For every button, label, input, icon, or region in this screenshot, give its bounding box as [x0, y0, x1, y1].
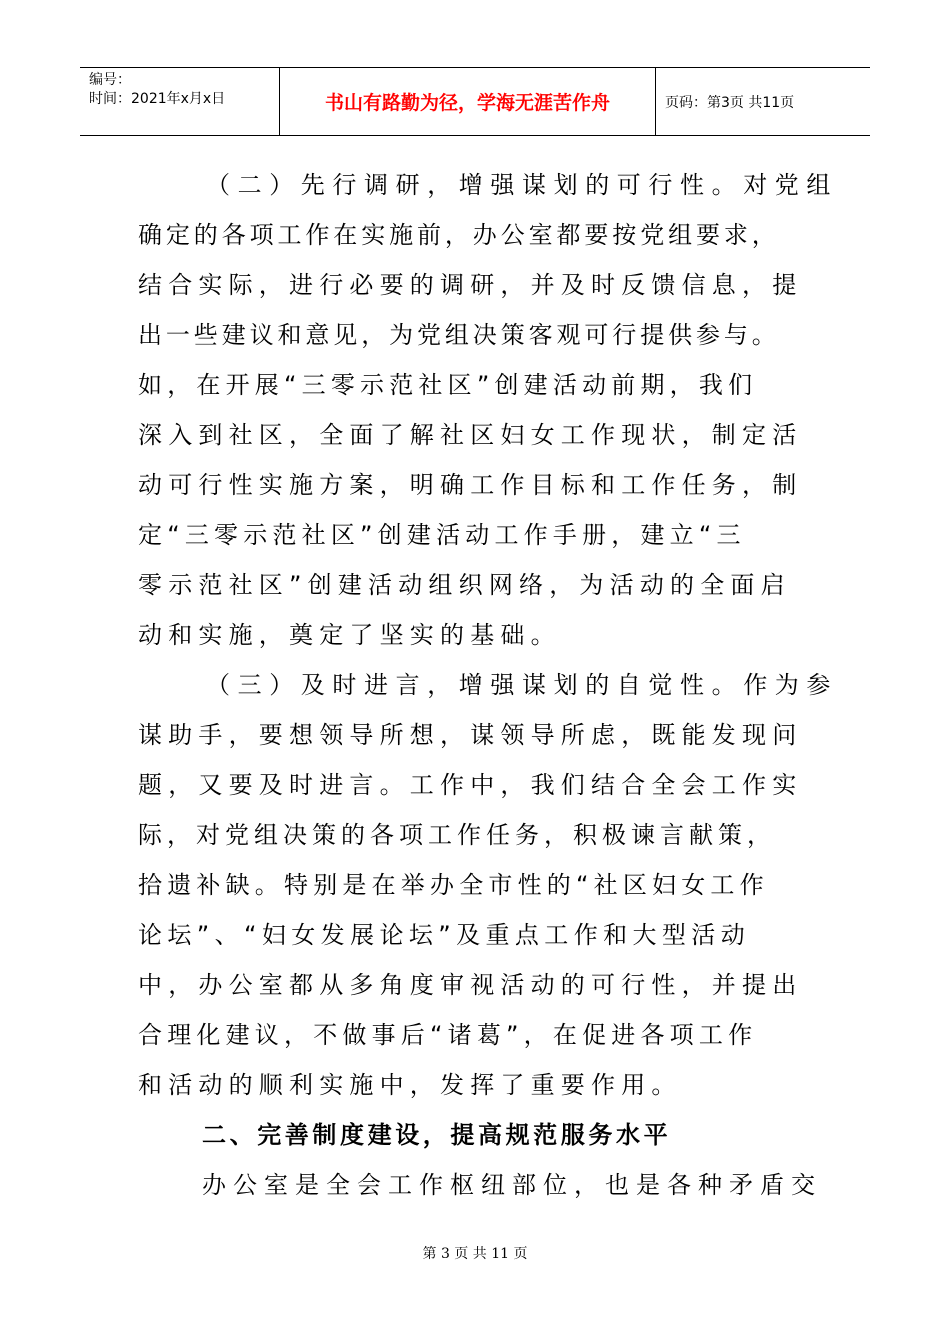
paragraph-line: 拾遗补缺。特别是在举办全市性的“社区妇女工作	[138, 871, 769, 899]
paragraph-line: 结合实际，进行必要的调研，并及时反馈信息，提	[138, 271, 803, 299]
header-date-label: 时间：2021年x月x日	[89, 91, 226, 107]
paragraph-line: 谋助手，要想领导所想，谋领导所虑，既能发现问	[138, 721, 803, 749]
paragraph-line: 出一些建议和意见，为党组决策客观可行提供参与。	[138, 321, 780, 349]
paragraph-line: （三）及时进言，增强谋划的自觉性。作为参	[206, 671, 838, 699]
paragraph-line: 和活动的顺利实施中，发挥了重要作用。	[138, 1071, 682, 1099]
paragraph-line: 动可行性实施方案，明确工作目标和工作任务，制	[138, 471, 803, 499]
paragraph-line: 深入到社区，全面了解社区妇女工作现状，制定活	[138, 421, 803, 449]
header-motto: 书山有路勤为径，学海无涯苦作舟	[324, 92, 610, 114]
paragraph-line: 动和实施，奠定了坚实的基础。	[138, 621, 561, 649]
header-motto-cell	[280, 68, 656, 135]
paragraph-line: 定“三零示范社区”创建活动工作手册，建立“三	[138, 521, 746, 549]
header-meta	[80, 68, 280, 135]
paragraph-line: 论坛”、“妇女发展论坛”及重点工作和大型活动	[138, 921, 751, 949]
page-footer: 第 3 页 共 11 页	[422, 1246, 528, 1262]
paragraph-line: 题，又要及时进言。工作中，我们结合全会工作实	[138, 771, 803, 799]
paragraph-line: 合理化建议，不做事后“诸葛”，在促进各项工作	[138, 1021, 758, 1049]
paragraph-line: 际，对党组决策的各项工作任务，积极谏言献策，	[138, 821, 776, 849]
page-header	[80, 67, 870, 136]
paragraph-line: （二）先行调研，增强谋划的可行性。对党组	[206, 171, 838, 199]
paragraph-line: 如，在开展“三零示范社区”创建活动前期，我们	[138, 371, 758, 399]
paragraph-line: 确定的各项工作在实施前，办公室都要按党组要求，	[138, 221, 780, 249]
document-body	[138, 160, 838, 1210]
paragraph-line: 办公室是全会工作枢纽部位，也是各种矛盾交	[202, 1171, 822, 1199]
section-heading: 二、完善制度建设，提高规范服务水平	[202, 1121, 672, 1149]
paragraph-line: 零示范社区”创建活动组织网络，为活动的全面启	[138, 571, 791, 599]
header-page-info: 页码：第3页 共11页	[665, 94, 795, 111]
header-number-label: 编号：	[89, 72, 131, 88]
paragraph-line: 中，办公室都从多角度审视活动的可行性，并提出	[138, 971, 803, 999]
